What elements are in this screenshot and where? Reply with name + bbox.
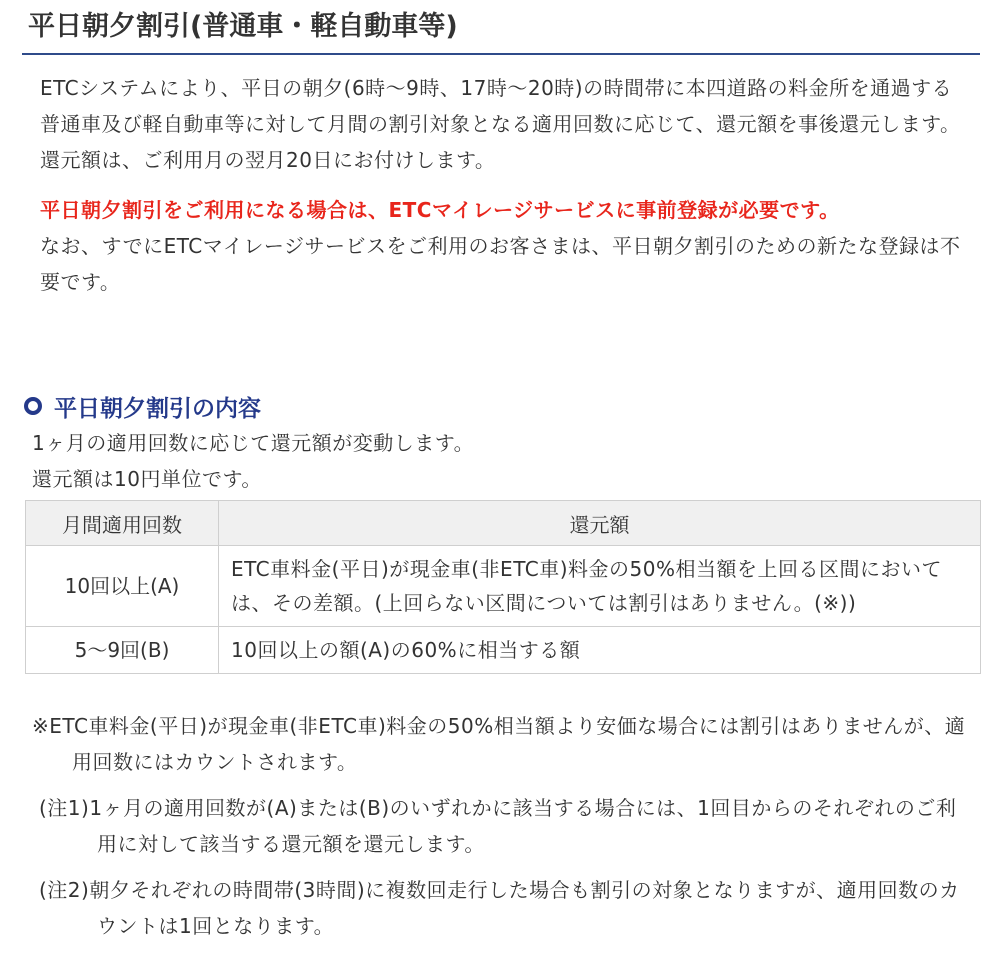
table-header-cell: 月間適用回数 <box>26 501 219 546</box>
table-row <box>26 627 981 674</box>
table-row <box>26 546 981 627</box>
ring-icon <box>24 397 42 415</box>
table-cell-count: 10回以上(A) <box>26 546 219 627</box>
title-divider <box>22 53 980 55</box>
section-description <box>32 425 972 497</box>
table-header-cell: 還元額 <box>219 501 981 546</box>
table-header-row <box>26 501 981 546</box>
table-cell-amount: ETC車料金(平日)が現金車(非ETC車)料金の50%相当額を上回る区間においては、その差額。(上回らない区間については割引はありません。(※)) <box>219 546 981 627</box>
section-line: 還元額は10円単位です。 <box>32 467 262 491</box>
registration-notice: 平日朝夕割引をご利用になる場合は、ETCマイレージサービスに事前登録が必要です。 <box>40 198 840 222</box>
table-cell-count: 5〜9回(B) <box>26 627 219 674</box>
intro-paragraph: ETCシステムにより、平日の朝夕(6時〜9時、17時〜20時)の時間帯に本四道路の料金所を通過する普通車及び軽自動車等に対して月間の割引対象となる適用回数に応じて、還元額を事後還元します。 <box>40 76 961 136</box>
intro-section <box>40 70 970 300</box>
section-title: 平日朝夕割引の内容 <box>54 395 261 422</box>
section-heading <box>24 390 261 422</box>
note-asterisk: ※ETC車料金(平日)が現金車(非ETC車)料金の50%相当額より安価な場合には割引はありませんが、適用回数にはカウントされます。 <box>32 714 966 774</box>
discount-table <box>25 500 981 674</box>
table-cell-amount: 10回以上の額(A)の60%に相当する額 <box>219 627 981 674</box>
note-1: (注1)1ヶ月の適用回数が(A)または(B)のいずれかに該当する場合には、1回目からのそれぞれのご利用に対して該当する還元額を還元します。 <box>39 796 957 856</box>
intro-paragraph: 還元額は、ご利用月の翌月20日にお付けします。 <box>40 148 496 172</box>
note-2: (注2)朝夕それぞれの時間帯(3時間)に複数回走行した場合も割引の対象となりますが、適用回数のカウントは1回となります。 <box>39 878 960 938</box>
notes-section <box>32 708 972 954</box>
section-line: 1ヶ月の適用回数に応じて還元額が変動します。 <box>32 431 475 455</box>
intro-paragraph: なお、すでにETCマイレージサービスをご利用のお客さまは、平日朝夕割引のための新たな登録は不要です。 <box>40 234 961 294</box>
page-title: 平日朝夕割引(普通車・軽自動車等) <box>28 11 458 42</box>
